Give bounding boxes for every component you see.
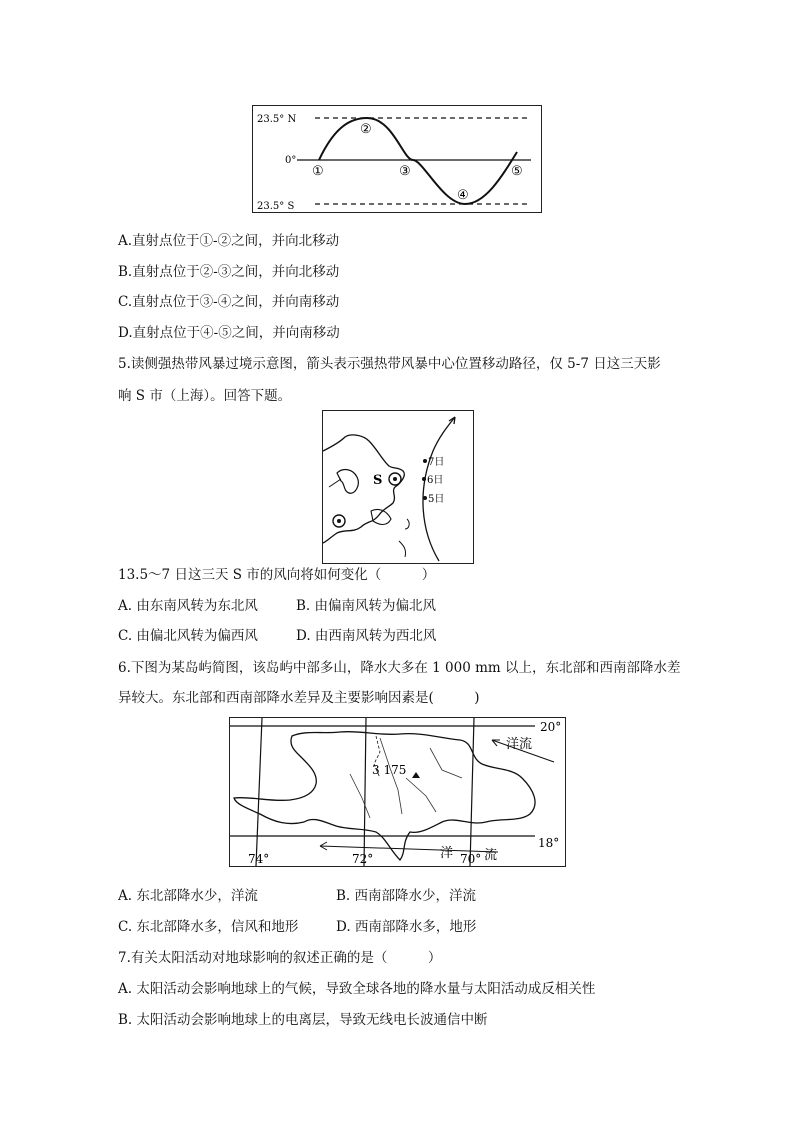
- q4-option-d: D.直射点位于④-⑤之间，并向南移动: [118, 325, 340, 341]
- point-4: ④: [457, 188, 469, 203]
- typhoon-map-svg: [323, 411, 473, 563]
- current-arrow-bottom: [320, 846, 498, 852]
- label-23s: 23.5° S: [257, 201, 295, 212]
- q13-option-d: D. 由西南风转为西北风: [296, 628, 437, 644]
- lat-18-label: 18°: [538, 836, 560, 850]
- track-point-day5: [423, 496, 427, 500]
- lon-70-line: [470, 718, 474, 866]
- track-label-day6: 6日: [427, 475, 444, 486]
- declination-curve: [319, 118, 517, 204]
- q6-stem-line1: 6.下图为某岛屿简图，该岛屿中部多山，降水大多在 1 000 mm 以上，东北部和西南部降水差: [118, 660, 681, 676]
- island-map: [229, 717, 566, 867]
- track-label-day5: 5日: [428, 494, 445, 505]
- q4-option-c: C.直射点位于③-④之间，并向南移动: [118, 294, 340, 310]
- city-s-label: S: [373, 473, 383, 488]
- city-dot-2: [337, 519, 341, 523]
- lon-70-label: 70°: [460, 852, 482, 866]
- current-label-bottom-b: 流: [484, 848, 498, 863]
- islet-outline-2: [399, 541, 406, 557]
- q5-stem-line2: 响 S 市（上海）。回答下题。: [118, 388, 292, 404]
- q7-option-a: A. 太阳活动会影响地球上的气候，导致全球各地的降水量与太阳活动成反相关性: [118, 981, 596, 997]
- lon-74-label: 74°: [248, 852, 270, 866]
- lon-72-line: [364, 718, 366, 866]
- q13-option-a: A. 由东南风转为东北风: [118, 598, 258, 614]
- point-3: ③: [399, 164, 411, 179]
- q6-option-a: A. 东北部降水少，洋流: [118, 888, 258, 904]
- lon-74-line: [256, 718, 262, 866]
- point-5: ⑤: [511, 164, 523, 179]
- q6-option-b: B. 西南部降水少，洋流: [336, 888, 477, 904]
- current-label-bottom-a: 洋: [440, 846, 454, 861]
- q7-stem: 7.有关太阳活动对地球影响的叙述正确的是（ ）: [118, 950, 442, 966]
- track-label-day7: 7日: [428, 457, 445, 468]
- typhoon-track-map: [322, 410, 474, 564]
- point-2: ②: [360, 122, 372, 137]
- peak-marker: [412, 772, 420, 778]
- river-network: [350, 738, 462, 818]
- q4-option-b: B.直射点位于②-③之间，并向北移动: [118, 264, 340, 280]
- q4-option-a: A.直射点位于①-②之间，并向北移动: [118, 233, 340, 249]
- q5-stem-line1: 5.读侧强热带风暴过境示意图，箭头表示强热带风暴中心位置移动路径，仅 5-7 日这三天影: [118, 356, 661, 372]
- current-label-top: 洋流: [506, 737, 533, 752]
- lat-20-label: 20°: [540, 720, 562, 734]
- lake-outline: [337, 470, 358, 494]
- city-s-dot: [393, 477, 397, 481]
- q13-stem: 13.5～7 日这三天 S 市的风向将如何变化（ ）: [118, 567, 436, 583]
- coastline: [323, 435, 404, 543]
- typhoon-track: [423, 417, 455, 561]
- point-1: ①: [312, 164, 324, 179]
- q6-option-c: C. 东北部降水多，信风和地形: [118, 919, 299, 935]
- lon-72-label: 72°: [352, 852, 374, 866]
- track-point-day6: [422, 477, 426, 481]
- label-equator: 0°: [285, 155, 297, 166]
- river-line: [329, 479, 341, 487]
- q13-option-b: B. 由偏南风转为偏北风: [296, 598, 437, 614]
- solar-declination-svg: [253, 106, 541, 212]
- island-map-svg: [230, 718, 565, 866]
- q6-stem-line2: 异较大。东北部和西南部降水差异及主要影响因素是( ): [118, 690, 480, 706]
- solar-declination-figure: [252, 105, 542, 213]
- q7-option-b: B. 太阳活动会影响地球上的电离层，导致无线电长波通信中断: [118, 1012, 488, 1028]
- islet-outline: [405, 519, 409, 529]
- peak-elevation-label: 3 175: [372, 763, 407, 777]
- label-23n: 23.5° N: [257, 114, 297, 125]
- q13-option-c: C. 由偏北风转为偏西风: [118, 628, 258, 644]
- track-point-day7: [423, 459, 427, 463]
- q6-option-d: D. 西南部降水多，地形: [336, 919, 477, 935]
